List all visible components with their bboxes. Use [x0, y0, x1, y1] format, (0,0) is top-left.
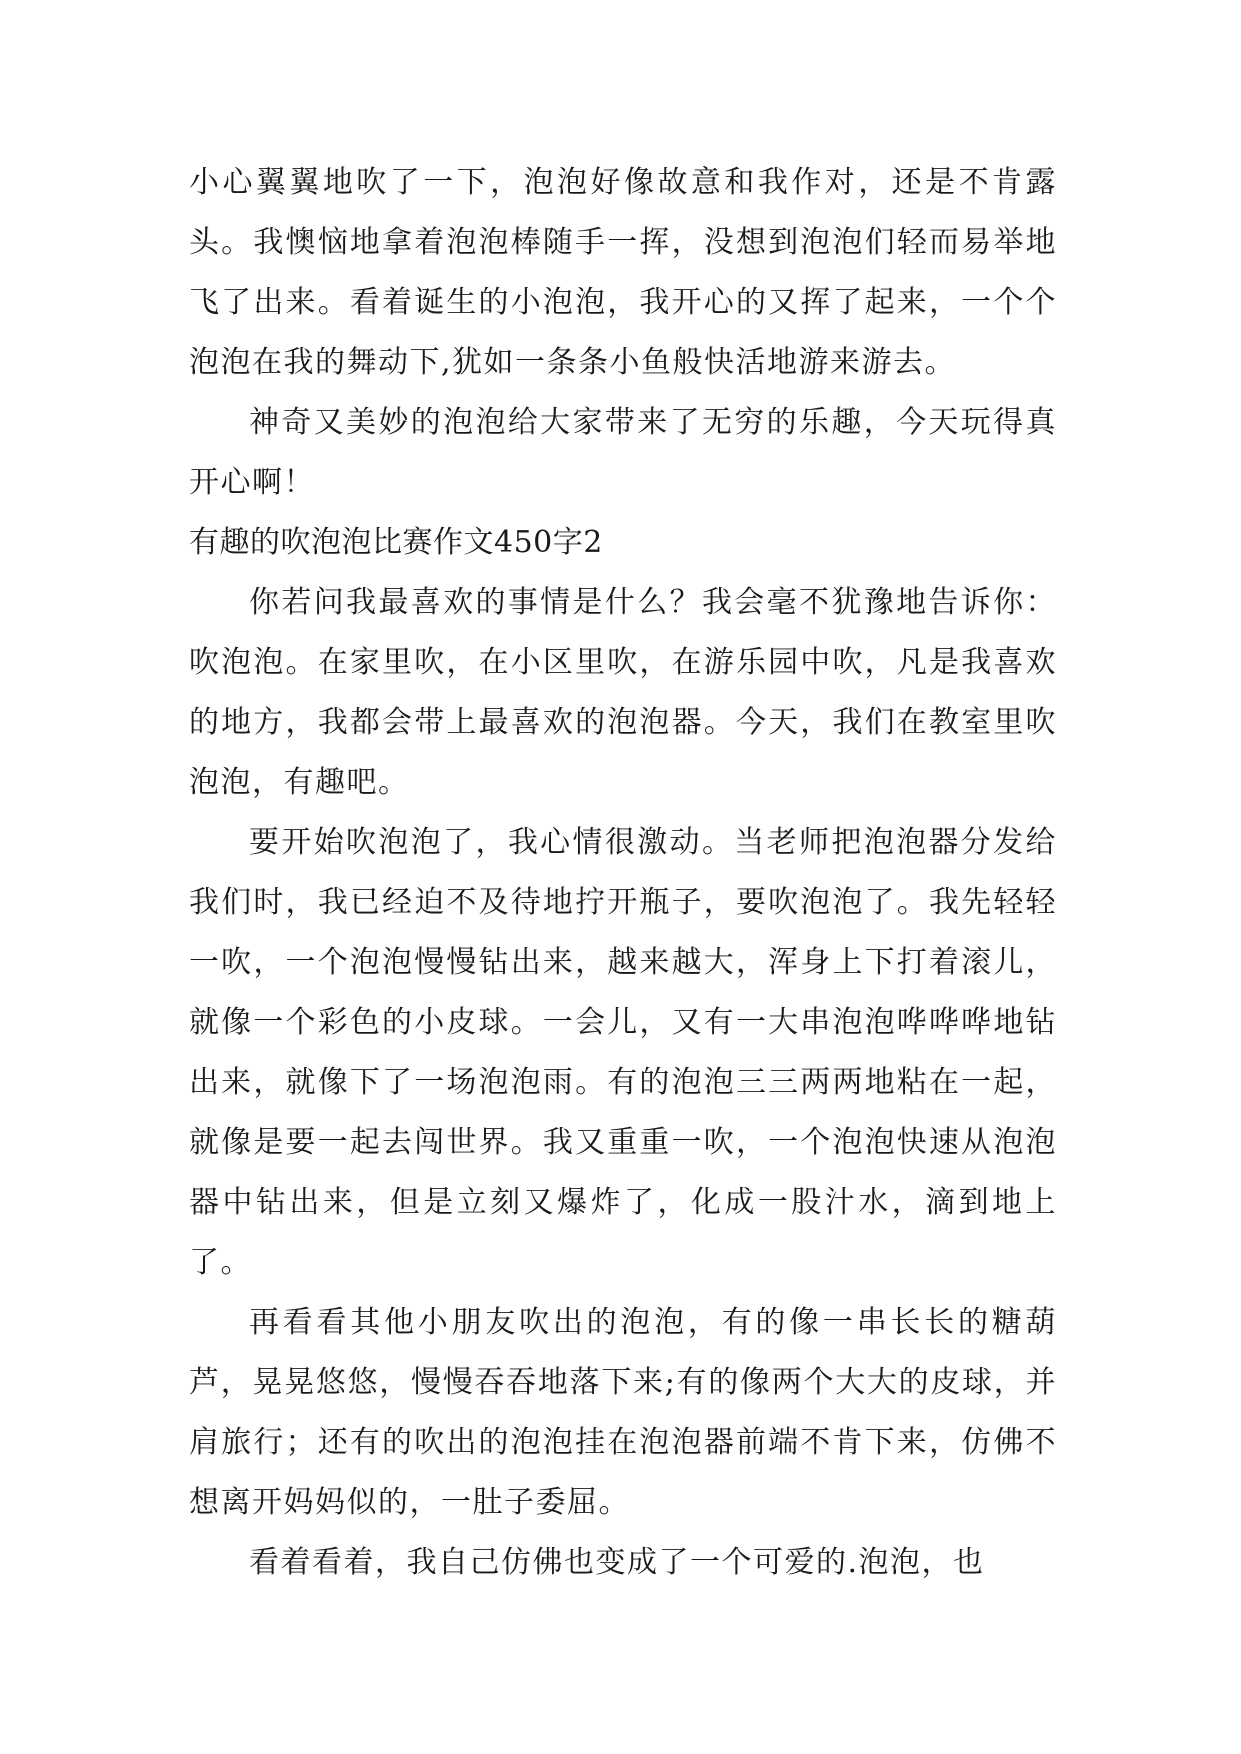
- essay-heading: 有趣的吹泡泡比赛作文450字2: [189, 525, 603, 560]
- paragraph-ending: 看着看着，我自己仿佛也变成了一个可爱的.泡泡，也: [249, 1545, 985, 1580]
- paragraph-continued: 小心翼翼地吹了一下，泡泡好像故意和我作对，还是不肯露头。我懊恼地拿着泡泡棒随手一挥，没想到泡泡们轻而易举地飞了出来。看着诞生的小泡泡，我开心的又挥了起来，一个个泡泡在我的舞动下,犹如一条条小鱼般快活地游来游去。: [189, 165, 1057, 380]
- document-body: [189, 153, 1057, 1593]
- paragraph-intro: 你若问我最喜欢的事情是什么？我会毫不犹豫地告诉你：吹泡泡。在家里吹，在小区里吹，在游乐园中吹，凡是我喜欢的地方，我都会带上最喜欢的泡泡器。今天，我们在教室里吹泡泡，有趣吧。: [189, 585, 1057, 800]
- paragraph-blowing: 要开始吹泡泡了，我心情很激动。当老师把泡泡器分发给我们时，我已经迫不及待地拧开瓶子，要吹泡泡了。我先轻轻一吹，一个泡泡慢慢钻出来，越来越大，浑身上下打着滚儿，就像一个彩色的小皮球。一会儿，又有一大串泡泡哗哗哗地钻出来，就像下了一场泡泡雨。有的泡泡三三两两地粘在一起，就像是要一起去闯世界。我又重重一吹，一个泡泡快速从泡泡器中钻出来，但是立刻又爆炸了，化成一股汁水，滴到地上了。: [189, 825, 1057, 1280]
- paragraph-others: 再看看其他小朋友吹出的泡泡，有的像一串长长的糖葫芦，晃晃悠悠，慢慢吞吞地落下来;有的像两个大大的皮球，并肩旅行；还有的吹出的泡泡挂在泡泡器前端不肯下来，仿佛不想离开妈妈似的，一肚子委屈。: [189, 1305, 1057, 1520]
- paragraph-closing: 神奇又美妙的泡泡给大家带来了无穷的乐趣，今天玩得真开心啊！: [189, 405, 1057, 500]
